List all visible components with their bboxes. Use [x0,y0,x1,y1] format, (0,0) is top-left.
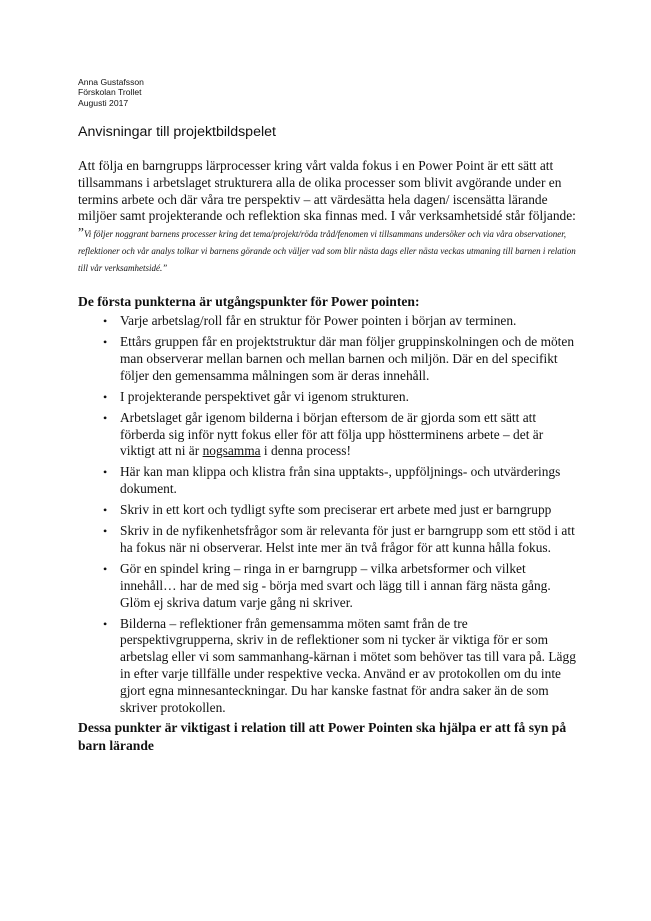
intro-paragraph [78,158,576,276]
list-item-text: I projekterande perspektivet går vi igenom strukturen. [120,388,409,404]
list-item-text: Skriv in ett kort och tydligt syfte som preciserar ert arbete med just er barngrupp [120,502,552,518]
list-item-text: Ettårs gruppen får en projektstruktur där man följer gruppinskolningen och de möten man observerar mellan barnen och mellan barnen och miljön. Där en del specifikt följer den gemensamma målningen som är deras innehåll. [120,333,575,383]
bullet-icon: • [103,334,108,349]
list-item [103,615,576,717]
list-item [103,409,576,461]
list-item-text: Bilderna – reflektioner från gemensamma möten samt från de tre perspektivgrupperna, skriv in de reflektioner som ni tycker är viktiga för er som arbetslag eller vi som sammanhang-kärnan i mötet som behöver tas till vara på. Lägg in efter varje tillfälle under respektive vecka. Använd er av protokollen om du inte gjort egna minnesanteckningar. Du har kanske fastnat för andra saker än de som skriver protokollen. [120,615,576,716]
list-item-text: Skriv in de nyfikenhetsfrågor som är relevanta för just er barngrupp som ett stöd i att ha fokus när ni observerar. Helst inte mer än två frågor för att kunna hålla fokus. [120,523,575,555]
bullet-icon: • [103,410,108,425]
list-item [103,313,576,330]
list-item-text: Varje arbetslag/roll får en struktur för Power pointen i början av terminen. [120,313,517,329]
intro-quote: Vi följer noggrant barnens processer kring det tema/projekt/röda tråd/fenomen vi tillsammans undersöker och via våra observationer, reflektioner och vår analys tolkar vi barnens görande och väljer vad som blir nästa dags eller nästa veckas utmaning till barnen i relation till vår verksamhetsidé.” [78,229,576,273]
list-item-text: Gör en spindel kring – ringa in er barngrupp – vilka arbetsformer och vilket innehåll… har de med sig - börja med svart och lägg till i annan färg nästa gång. Glöm ej skriva datum varje gång ni skriver. [120,560,551,610]
intro-text: Att följa en barngrupps lärprocesser kring vårt valda fokus i en Power Point är ett sätt att tillsammans i arbetslaget strukturera alla de olika processer som blivit avgörande under en termins arbete och där våra tre perspektiv – att värdesätta hela dagen/ iscensätta lärande miljöer samt projekterande och reflektion ska finnas med. I vår verksamhetsidé står följande: ” [78,158,576,241]
document-header [78,77,144,108]
school-name: Förskolan Trollet [78,87,142,98]
bullet-icon: • [103,524,108,539]
bullet-icon: • [103,465,108,480]
bullet-list [78,313,576,717]
closing-statement: Dessa punkter är viktigast i relation till att Power Pointen ska hjälpa er att få syn på barn lärande [78,720,567,753]
document-body [78,158,576,754]
bullet-icon: • [103,503,108,518]
bullet-icon: • [103,616,108,631]
list-item-text: Arbetslaget går igenom bilderna i början eftersom de är gjorda som ett sätt att förberda sig inför nytt fokus eller för att följa upp höstterminens arbete – det är viktigt att ni är [120,409,544,459]
bullet-icon: • [103,561,108,576]
document-date: Augusti 2017 [78,97,129,108]
list-item [103,333,576,385]
list-item-text: Här kan man klippa och klistra från sina upptakts-, uppföljnings- och utvärderings dokument. [120,464,561,497]
list-item-text-end: i denna process! [260,443,351,459]
list-item [103,502,576,519]
list-item [103,464,576,498]
document-title: Anvisningar till projektbildspelet [78,124,276,140]
bullet-icon: • [103,389,108,404]
list-item [103,388,576,406]
author-name: Anna Gustafsson [78,77,144,87]
underlined-word: nogsamma [202,443,261,459]
list-item [103,523,576,557]
bullet-icon: • [103,314,108,329]
section-heading: De första punkterna är utgångspunkter för Power pointen: [78,293,420,309]
list-item [103,560,576,612]
